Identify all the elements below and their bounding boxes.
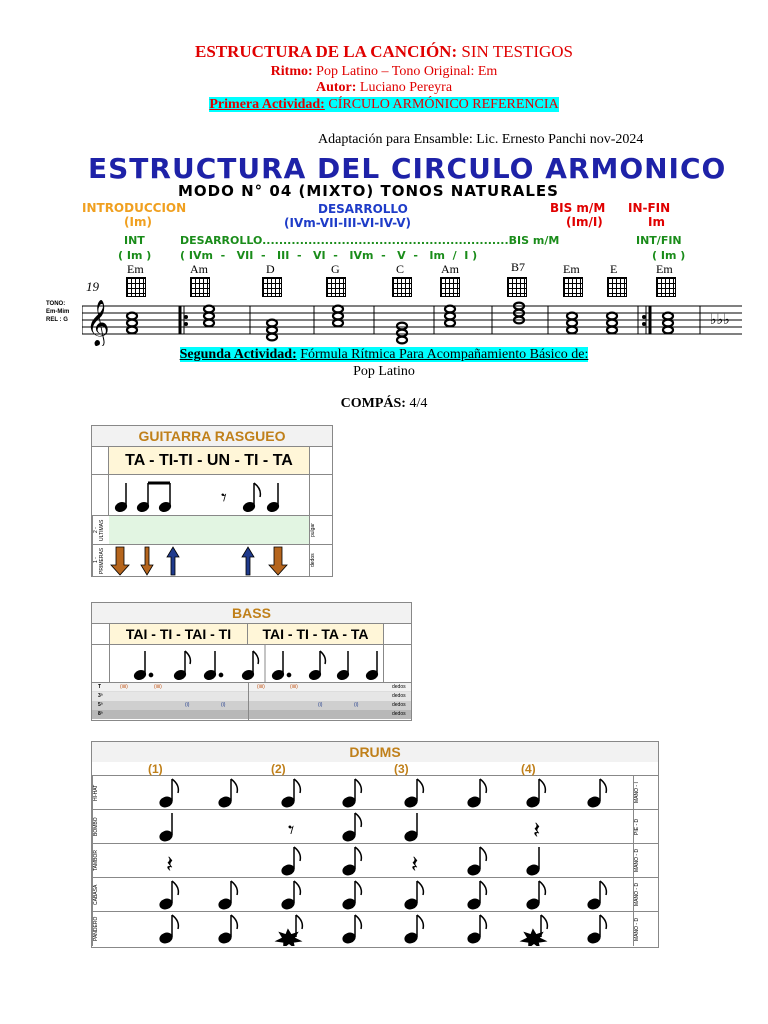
- adaptacion-text: Adaptación para Ensamble: Lic. Ernesto Panchi nov-2024: [318, 132, 644, 147]
- actividad1-value: CÍRCULO ARMÓNICO REFERENCIA: [328, 97, 559, 112]
- row-label: 1 - PRIMERAS: [92, 545, 109, 576]
- guitar-syllables: TA - TI-TI - UN - TI - TA: [109, 447, 310, 474]
- row-label: 2 - ULTIMAS: [92, 516, 109, 544]
- bass-title: BASS: [92, 603, 411, 624]
- actividad2-value2: Pop Latino: [353, 364, 415, 379]
- chord-label: B7: [511, 260, 526, 274]
- actividad2-line: [0, 347, 768, 363]
- chord-label: Em: [656, 262, 673, 276]
- chord-diagram: [262, 277, 282, 297]
- chord-label: Am: [441, 262, 459, 276]
- drum-name: BOMBO: [92, 810, 112, 843]
- actividad2-label: Segunda Actividad:: [179, 347, 297, 362]
- count-label: (4): [521, 762, 536, 776]
- svg-text:𝄞: 𝄞: [86, 300, 110, 346]
- chord-label: Em: [127, 262, 144, 276]
- guitar-notation: [109, 475, 310, 515]
- chord-diagram: [563, 277, 583, 297]
- chord-diagram: [326, 277, 346, 297]
- chord-diagram: [190, 277, 210, 297]
- drum-hand: MANO - D: [634, 917, 640, 941]
- chord-label: G: [331, 262, 340, 276]
- infin-label: IN-FIN: [628, 201, 671, 215]
- bass-syllables-2: TAI - TI - TA - TA: [248, 624, 384, 644]
- ritmo-value: Pop Latino – Tono Original: Em: [316, 64, 498, 79]
- chord-diagram: [392, 277, 412, 297]
- chord-diagram: [440, 277, 460, 297]
- drum-name: TAMBOR: [92, 844, 112, 877]
- pulgar-row: [109, 516, 310, 544]
- compas-value: 4/4: [409, 396, 428, 411]
- autor-value: Luciano Pereyra: [359, 80, 453, 95]
- desarrollo-label: DESARROLLO: [318, 202, 408, 216]
- svg-text:𝄽: 𝄽: [166, 850, 174, 878]
- strum-arrows: [109, 545, 310, 576]
- row-intfin: INT/FIN: [636, 234, 682, 247]
- banner-title: ESTRUCTURA DEL CIRCULO ARMONICO: [88, 152, 727, 185]
- drum-name: CABASA: [92, 878, 112, 911]
- bass-strings: T 3ª 5ª 8ª (iiii) (iiii) (iiii) (iiii) (i) (i) (i) (i) dedos dedos dedos dedos: [92, 683, 411, 720]
- measure-number: 19: [86, 279, 99, 294]
- chord-label: E: [610, 262, 618, 276]
- actividad1-label: Primera Actividad:: [209, 97, 325, 112]
- chord-label: C: [396, 262, 405, 276]
- drum-hand: MANO - I: [634, 782, 640, 803]
- drum-hand: MANO - D: [634, 848, 640, 873]
- row-degrees: ( IVm - VII - III - VI - IVm - V - Im / I ): [180, 249, 478, 262]
- ritmo-label: Ritmo:: [270, 64, 313, 79]
- bis-label: BIS m/M: [550, 201, 606, 215]
- ritmo-line: [0, 64, 768, 80]
- count-label: (2): [271, 762, 286, 776]
- chord-label: Em: [563, 262, 580, 276]
- bass-syllables-1: TAI - TI - TAI - TI: [110, 624, 248, 644]
- chord-diagram: [507, 277, 527, 297]
- autor-line: [0, 80, 768, 96]
- drum-name: HI-HAT: [92, 776, 112, 809]
- svg-text:♭♭♭: ♭♭♭: [710, 312, 730, 328]
- title-label: ESTRUCTURA DE LA CANCIÓN:: [195, 42, 458, 61]
- actividad1-line: [0, 97, 768, 113]
- drum-hand: MANO - D: [634, 882, 640, 907]
- bis-key: (Im/I): [566, 215, 603, 229]
- compas-label: COMPÁS:: [340, 396, 406, 411]
- drum-row-pandero: [92, 912, 658, 946]
- count-label: (1): [148, 762, 163, 776]
- compas-line: [0, 396, 768, 412]
- drum-row-hihat: [92, 776, 658, 810]
- intro-label: INTRODUCCION: [82, 201, 187, 215]
- drums-title: DRUMS: [92, 742, 658, 762]
- row-degrees-left: ( Im ): [118, 249, 152, 262]
- chord-diagram: [607, 277, 627, 297]
- svg-text:𝄾: 𝄾: [288, 816, 295, 844]
- side-label: dedos: [310, 553, 316, 568]
- drum-name: PANDERO: [92, 912, 112, 946]
- svg-text:𝄽: 𝄽: [411, 850, 419, 878]
- intro-key: (Im): [124, 215, 152, 229]
- actividad2-value: Fórmula Rítmica Para Acompañamiento Básico de:: [300, 347, 589, 362]
- chord-label: Am: [190, 262, 208, 276]
- music-staff: [82, 296, 742, 346]
- drum-row-tambor: [92, 844, 658, 878]
- drum-counts: [92, 762, 658, 776]
- song-title: [0, 42, 768, 62]
- chord-label: D: [266, 262, 275, 276]
- svg-text:𝄾: 𝄾: [221, 486, 227, 511]
- row-desarrollo: DESARROLLO...........................................................BIS m/M: [180, 234, 560, 247]
- desarrollo-formula: (IVm-VII-III-VI-IV-V): [284, 216, 412, 230]
- drums-table: [91, 741, 659, 948]
- bass-table: [91, 602, 412, 721]
- drum-row-cabasa: [92, 878, 658, 912]
- row-degrees-right: ( Im ): [652, 249, 686, 262]
- title-value: SIN TESTIGOS: [461, 42, 573, 61]
- drum-row-bombo: [92, 810, 658, 844]
- bass-notation: [110, 645, 384, 682]
- side-label: pulgar: [310, 523, 316, 537]
- autor-label: Autor:: [315, 80, 357, 95]
- chord-diagram: [126, 277, 146, 297]
- svg-text:𝄽: 𝄽: [533, 816, 541, 844]
- infin-key: Im: [648, 215, 665, 229]
- chord-diagram: [656, 277, 676, 297]
- count-label: (3): [394, 762, 409, 776]
- drum-hand: PIE - D: [634, 818, 640, 835]
- tono-labels: TONO: Em-Mim REL : G: [46, 301, 70, 323]
- guitar-table: [91, 425, 333, 577]
- guitar-title: GUITARRA RASGUEO: [92, 426, 332, 447]
- banner-subtitle: MODO N° 04 (MIXTO) TONOS NATURALES: [178, 182, 559, 200]
- row-int: INT: [124, 234, 145, 247]
